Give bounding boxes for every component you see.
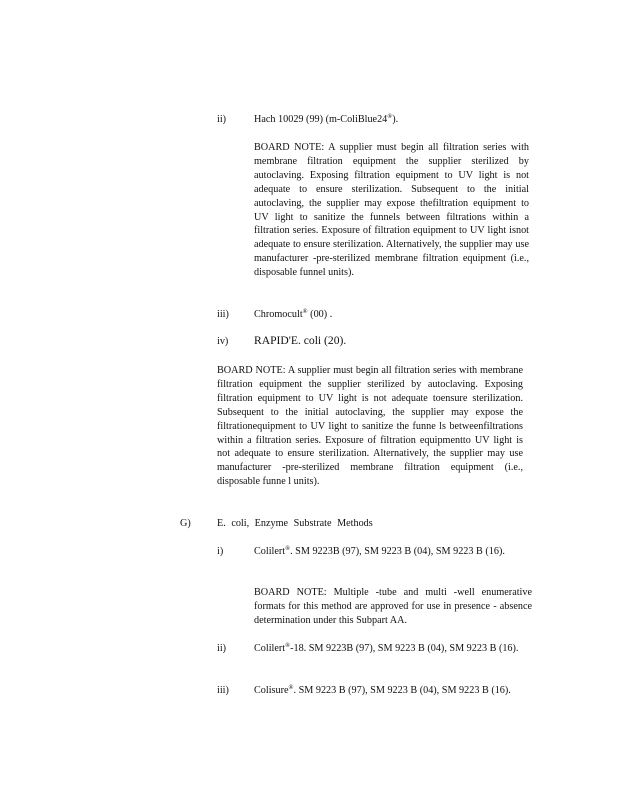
item-colilert-title: Colilert®. SM 9223B (97), SM 9223 B (04), SM 9223 B (16). <box>254 545 505 557</box>
board-note-hach: BOARD NOTE: A supplier must begin all filtration series with membrane filtration equipment the supplier sterilized by autoclaving. Exposing filtration equipment to UV light is not adequate to ensure sterilization. Subsequent to the initial autoclaving, the supplier may expose thefiltration equipment to UV light to sanitize the funnels between filtrations within a filtration series. Exposure of filtration equipment to UV light isnot adequate to ensure sterilization. Alternatively, the supplier may use manufacturer -pre-sterilized membrane filtration equipment (i.e., disposable funnel units). <box>254 142 529 279</box>
item-marker-iv: iv) <box>217 336 229 347</box>
section-marker-g: G) <box>180 518 191 529</box>
item-rapid-title: RAPID'E. coli (20). <box>254 334 347 347</box>
item-marker-i: i) <box>217 546 224 557</box>
item-marker-ii-g: ii) <box>217 643 227 654</box>
item-hach-title: Hach 10029 (99) (m-ColiBlue24®). <box>254 113 399 125</box>
item-marker-iii-g: iii) <box>217 685 229 696</box>
item-chromocult-title: Chromocult® (00) . <box>254 308 333 320</box>
item-marker-iii: iii) <box>217 309 229 320</box>
section-g-heading: E. coli, Enzyme Substrate Methods <box>217 518 373 529</box>
board-note-colilert: BOARD NOTE: Multiple -tube and multi -well enumerative formats for this method are approved for use in presence - absence determination under this Subpart AA. <box>254 587 532 626</box>
item-colisure-title: Colisure®. SM 9223 B (97), SM 9223 B (04), SM 9223 B (16). <box>254 684 511 696</box>
item-colilert18-title: Colilert®-18. SM 9223B (97), SM 9223 B (04), SM 9223 B (16). <box>254 642 519 654</box>
item-marker-ii: ii) <box>217 114 227 125</box>
board-note-rapid: BOARD NOTE: A supplier must begin all filtration series with membrane filtration equipment the supplier sterilized by autoclaving. Exposing filtration equipment to UV light is not adequate toensure sterilization. Subsequent to the initial autoclaving, the supplier may expose the filtrationequipment to UV light to sanitize the funne ls betweenfiltrations within a filtration series. Exposure of filtration equipmentto UV light is not adequate to ensure sterilization. Alternatively, the supplier may use manufacturer -pre-sterilized membrane filtration equipment (i.e., disposable funne l units). <box>217 365 523 488</box>
